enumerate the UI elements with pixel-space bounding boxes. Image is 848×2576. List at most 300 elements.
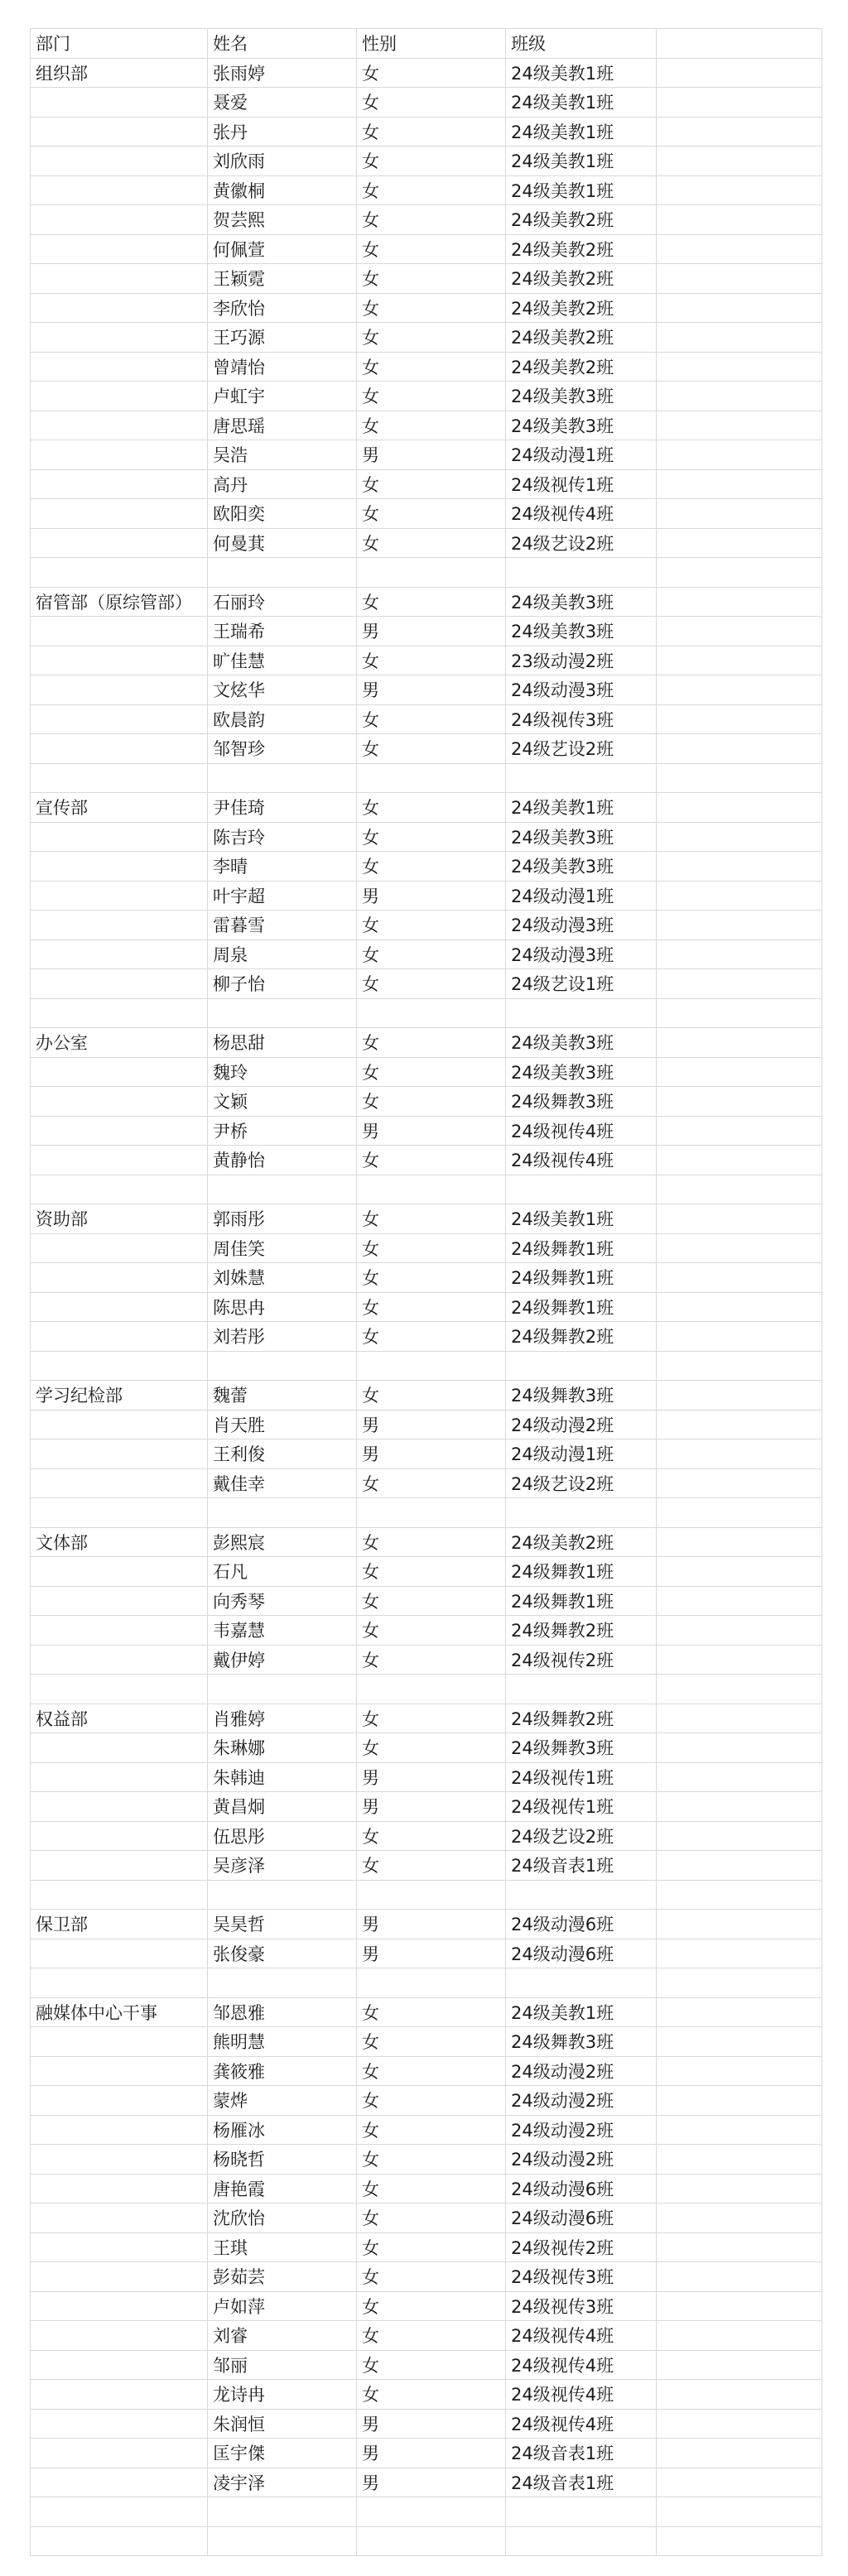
gender-cell[interactable]: 男 [357, 881, 506, 911]
name-cell[interactable]: 卢如萍 [208, 2291, 357, 2321]
class-cell[interactable]: 24级美教3班 [506, 1057, 657, 1087]
class-cell[interactable]: 24级动漫3班 [506, 911, 657, 940]
empty-cell[interactable] [31, 558, 208, 588]
gender-cell[interactable]: 女 [357, 2115, 506, 2145]
class-cell[interactable]: 24级舞教1班 [506, 1557, 657, 1587]
name-cell[interactable]: 尹佳琦 [208, 793, 357, 823]
gender-cell[interactable]: 女 [357, 1733, 506, 1763]
gender-cell[interactable]: 女 [357, 1204, 506, 1234]
dept-cell[interactable]: 宣传部 [31, 793, 208, 823]
empty-cell[interactable] [657, 2380, 822, 2410]
name-cell[interactable]: 王巧源 [208, 323, 357, 353]
gender-cell[interactable]: 男 [357, 1939, 506, 1968]
dept-cell[interactable] [31, 2145, 208, 2175]
class-cell[interactable]: 24级艺设2班 [506, 1468, 657, 1498]
name-cell[interactable]: 李欣怡 [208, 293, 357, 323]
class-cell[interactable]: 24级视传1班 [506, 1792, 657, 1822]
empty-cell[interactable] [657, 382, 822, 411]
empty-cell[interactable] [657, 1028, 822, 1058]
dept-cell[interactable] [31, 969, 208, 999]
empty-cell[interactable] [657, 2145, 822, 2175]
dept-cell[interactable] [31, 2409, 208, 2439]
empty-cell[interactable] [657, 2174, 822, 2204]
empty-cell[interactable] [357, 1880, 506, 1910]
name-cell[interactable]: 戴佳幸 [208, 1468, 357, 1498]
name-cell[interactable]: 陈吉玲 [208, 822, 357, 852]
dept-cell[interactable] [31, 293, 208, 323]
empty-cell[interactable] [657, 998, 822, 1028]
empty-cell[interactable] [657, 1557, 822, 1587]
gender-cell[interactable]: 女 [357, 528, 506, 558]
name-cell[interactable]: 文颖 [208, 1087, 357, 1117]
empty-cell[interactable] [657, 234, 822, 264]
class-cell[interactable]: 24级美教3班 [506, 411, 657, 440]
gender-cell[interactable]: 女 [357, 499, 506, 529]
empty-cell[interactable] [506, 1351, 657, 1381]
class-cell[interactable]: 24级艺设2班 [506, 1821, 657, 1851]
dept-cell[interactable] [31, 940, 208, 969]
name-cell[interactable]: 邹丽 [208, 2350, 357, 2380]
dept-cell[interactable]: 保卫部 [31, 1910, 208, 1939]
dept-cell[interactable] [31, 1586, 208, 1616]
empty-cell[interactable] [657, 1292, 822, 1322]
empty-cell[interactable] [657, 1675, 822, 1704]
empty-cell[interactable] [657, 1175, 822, 1204]
class-cell[interactable]: 24级视传4班 [506, 1146, 657, 1175]
gender-cell[interactable]: 女 [357, 2262, 506, 2292]
empty-cell[interactable] [506, 1675, 657, 1704]
gender-cell[interactable]: 女 [357, 205, 506, 235]
name-cell[interactable]: 周佳笑 [208, 1233, 357, 1263]
dept-cell[interactable] [31, 1292, 208, 1322]
dept-cell[interactable] [31, 1322, 208, 1352]
dept-cell[interactable] [31, 704, 208, 734]
name-cell[interactable]: 杨晓哲 [208, 2145, 357, 2175]
empty-cell[interactable] [657, 969, 822, 999]
name-cell[interactable]: 韦嘉慧 [208, 1616, 357, 1646]
dept-cell[interactable] [31, 352, 208, 382]
gender-cell[interactable]: 女 [357, 1704, 506, 1733]
dept-cell[interactable]: 宿管部（原综管部） [31, 587, 208, 617]
class-cell[interactable]: 24级美教3班 [506, 852, 657, 882]
name-cell[interactable]: 熊明慧 [208, 2027, 357, 2057]
dept-cell[interactable] [31, 1087, 208, 1117]
gender-cell[interactable]: 女 [357, 147, 506, 176]
empty-cell[interactable] [31, 763, 208, 793]
empty-cell[interactable] [657, 1498, 822, 1528]
gender-cell[interactable]: 女 [357, 969, 506, 999]
gender-cell[interactable]: 女 [357, 2145, 506, 2175]
empty-cell[interactable] [31, 1175, 208, 1204]
empty-cell[interactable] [208, 1175, 357, 1204]
dept-cell[interactable] [31, 2291, 208, 2321]
gender-cell[interactable]: 女 [357, 1263, 506, 1293]
class-cell[interactable]: 24级舞教3班 [506, 1381, 657, 1411]
gender-cell[interactable]: 女 [357, 264, 506, 294]
empty-cell[interactable] [357, 1498, 506, 1528]
gender-cell[interactable]: 女 [357, 2086, 506, 2116]
name-cell[interactable]: 郭雨彤 [208, 1204, 357, 1234]
empty-cell[interactable] [657, 1939, 822, 1968]
gender-cell[interactable]: 女 [357, 382, 506, 411]
name-cell[interactable]: 黄徽桐 [208, 175, 357, 205]
dept-cell[interactable] [31, 205, 208, 235]
name-cell[interactable]: 匡宇傑 [208, 2439, 357, 2468]
class-cell[interactable]: 24级动漫6班 [506, 1910, 657, 1939]
class-cell[interactable]: 24级美教2班 [506, 352, 657, 382]
class-cell[interactable]: 24级动漫1班 [506, 1439, 657, 1469]
empty-cell[interactable] [357, 1175, 506, 1204]
empty-cell[interactable] [31, 1968, 208, 1998]
name-cell[interactable]: 黄静怡 [208, 1146, 357, 1175]
dept-cell[interactable] [31, 2380, 208, 2410]
gender-cell[interactable]: 女 [357, 1087, 506, 1117]
dept-cell[interactable] [31, 1116, 208, 1146]
dept-cell[interactable] [31, 1468, 208, 1498]
empty-cell[interactable] [657, 1762, 822, 1792]
gender-cell[interactable]: 女 [357, 2291, 506, 2321]
dept-cell[interactable] [31, 528, 208, 558]
empty-cell[interactable] [208, 558, 357, 588]
empty-cell[interactable] [357, 998, 506, 1028]
dept-cell[interactable] [31, 440, 208, 470]
name-cell[interactable]: 唐思瑶 [208, 411, 357, 440]
empty-cell[interactable] [31, 998, 208, 1028]
empty-cell[interactable] [657, 763, 822, 793]
gender-cell[interactable]: 女 [357, 1057, 506, 1087]
gender-cell[interactable]: 女 [357, 411, 506, 440]
gender-cell[interactable]: 男 [357, 440, 506, 470]
class-cell[interactable]: 24级视传4班 [506, 2409, 657, 2439]
dept-cell[interactable] [31, 264, 208, 294]
empty-cell[interactable] [657, 1968, 822, 1998]
empty-cell[interactable] [657, 352, 822, 382]
empty-cell[interactable] [657, 793, 822, 823]
gender-cell[interactable]: 女 [357, 117, 506, 147]
class-cell[interactable]: 24级视传1班 [506, 1762, 657, 1792]
gender-cell[interactable]: 男 [357, 675, 506, 705]
gender-cell[interactable]: 男 [357, 1116, 506, 1146]
name-cell[interactable]: 尹桥 [208, 1116, 357, 1146]
gender-cell[interactable]: 女 [357, 1821, 506, 1851]
empty-cell[interactable] [657, 1233, 822, 1263]
class-cell[interactable]: 24级音表1班 [506, 2468, 657, 2497]
empty-cell[interactable] [506, 1498, 657, 1528]
empty-cell[interactable] [31, 1675, 208, 1704]
name-cell[interactable]: 向秀琴 [208, 1586, 357, 1616]
empty-cell[interactable] [657, 852, 822, 882]
class-cell[interactable]: 24级音表1班 [506, 2439, 657, 2468]
empty-cell[interactable] [657, 2262, 822, 2292]
class-cell[interactable]: 24级美教3班 [506, 617, 657, 646]
name-cell[interactable]: 邹智珍 [208, 734, 357, 764]
class-cell[interactable]: 24级美教2班 [506, 264, 657, 294]
empty-cell[interactable] [506, 1175, 657, 1204]
dept-cell[interactable] [31, 2321, 208, 2351]
empty-cell[interactable] [657, 1733, 822, 1763]
empty-cell[interactable] [657, 528, 822, 558]
class-cell[interactable]: 24级动漫6班 [506, 2174, 657, 2204]
gender-cell[interactable]: 女 [357, 822, 506, 852]
empty-cell[interactable] [506, 1880, 657, 1910]
empty-cell[interactable] [657, 440, 822, 470]
dept-cell[interactable] [31, 175, 208, 205]
class-cell[interactable]: 24级美教2班 [506, 1527, 657, 1557]
gender-cell[interactable]: 女 [357, 587, 506, 617]
empty-cell[interactable] [657, 1322, 822, 1352]
name-cell[interactable]: 高丹 [208, 469, 357, 499]
class-cell[interactable]: 24级艺设2班 [506, 734, 657, 764]
name-cell[interactable]: 王利俊 [208, 1439, 357, 1469]
gender-cell[interactable]: 女 [357, 58, 506, 88]
name-cell[interactable]: 王颖霓 [208, 264, 357, 294]
empty-cell[interactable] [657, 2350, 822, 2380]
gender-cell[interactable]: 男 [357, 2409, 506, 2439]
class-cell[interactable]: 24级舞教1班 [506, 1586, 657, 1616]
dept-cell[interactable]: 权益部 [31, 1704, 208, 1733]
name-cell[interactable]: 唐艳霞 [208, 2174, 357, 2204]
empty-cell[interactable] [357, 2526, 506, 2556]
name-cell[interactable]: 何佩萱 [208, 234, 357, 264]
gender-cell[interactable]: 女 [357, 1527, 506, 1557]
empty-cell[interactable] [506, 998, 657, 1028]
dept-cell[interactable] [31, 1851, 208, 1881]
empty-cell[interactable] [208, 2526, 357, 2556]
gender-cell[interactable]: 女 [357, 1233, 506, 1263]
class-cell[interactable]: 24级美教1班 [506, 117, 657, 147]
gender-cell[interactable]: 女 [357, 793, 506, 823]
class-cell[interactable]: 24级美教3班 [506, 822, 657, 852]
gender-cell[interactable]: 女 [357, 234, 506, 264]
class-cell[interactable]: 24级美教3班 [506, 587, 657, 617]
name-cell[interactable]: 张俊豪 [208, 1939, 357, 1968]
class-cell[interactable]: 24级视传1班 [506, 469, 657, 499]
empty-cell[interactable] [657, 734, 822, 764]
name-cell[interactable]: 雷暮雪 [208, 911, 357, 940]
gender-cell[interactable]: 女 [357, 88, 506, 118]
class-cell[interactable]: 24级舞教3班 [506, 2027, 657, 2057]
empty-cell[interactable] [657, 411, 822, 440]
gender-cell[interactable]: 女 [357, 2321, 506, 2351]
gender-cell[interactable]: 女 [357, 1557, 506, 1587]
dept-cell[interactable]: 组织部 [31, 58, 208, 88]
empty-cell[interactable] [506, 763, 657, 793]
class-cell[interactable]: 24级视传4班 [506, 2380, 657, 2410]
name-cell[interactable]: 石丽玲 [208, 587, 357, 617]
empty-cell[interactable] [657, 2409, 822, 2439]
gender-cell[interactable]: 女 [357, 352, 506, 382]
empty-cell[interactable] [657, 88, 822, 118]
dept-cell[interactable] [31, 1762, 208, 1792]
empty-cell[interactable] [657, 1851, 822, 1881]
empty-cell[interactable] [357, 1675, 506, 1704]
dept-cell[interactable] [31, 852, 208, 882]
dept-cell[interactable] [31, 469, 208, 499]
class-cell[interactable]: 24级视传3班 [506, 2262, 657, 2292]
name-cell[interactable]: 柳子怡 [208, 969, 357, 999]
class-cell[interactable]: 24级动漫2班 [506, 2056, 657, 2086]
name-cell[interactable]: 杨雁冰 [208, 2115, 357, 2145]
dept-cell[interactable] [31, 1057, 208, 1087]
dept-cell[interactable] [31, 323, 208, 353]
empty-cell[interactable] [31, 1880, 208, 1910]
gender-cell[interactable]: 女 [357, 852, 506, 882]
dept-cell[interactable] [31, 1645, 208, 1675]
gender-cell[interactable]: 女 [357, 1616, 506, 1646]
empty-cell[interactable] [657, 2526, 822, 2556]
dept-cell[interactable] [31, 117, 208, 147]
empty-cell[interactable] [657, 2321, 822, 2351]
empty-cell[interactable] [506, 2497, 657, 2527]
empty-cell[interactable] [657, 323, 822, 353]
empty-cell[interactable] [208, 1880, 357, 1910]
gender-cell[interactable]: 女 [357, 2204, 506, 2233]
empty-cell[interactable] [657, 1468, 822, 1498]
dept-cell[interactable] [31, 1410, 208, 1439]
empty-cell[interactable] [657, 175, 822, 205]
class-cell[interactable]: 24级美教1班 [506, 1997, 657, 2027]
dept-cell[interactable] [31, 2350, 208, 2380]
dept-cell[interactable] [31, 617, 208, 646]
empty-cell[interactable] [657, 1792, 822, 1822]
empty-cell[interactable] [657, 1146, 822, 1175]
dept-cell[interactable] [31, 1821, 208, 1851]
name-cell[interactable]: 魏玲 [208, 1057, 357, 1087]
header-dept[interactable]: 部门 [31, 29, 208, 59]
dept-cell[interactable] [31, 2056, 208, 2086]
gender-cell[interactable]: 女 [357, 1997, 506, 2027]
name-cell[interactable]: 肖雅婷 [208, 1704, 357, 1733]
class-cell[interactable]: 24级美教1班 [506, 175, 657, 205]
gender-cell[interactable]: 男 [357, 1792, 506, 1822]
class-cell[interactable]: 24级艺设1班 [506, 969, 657, 999]
class-cell[interactable]: 24级舞教1班 [506, 1233, 657, 1263]
class-cell[interactable]: 24级动漫2班 [506, 1410, 657, 1439]
empty-cell[interactable] [657, 1351, 822, 1381]
class-cell[interactable]: 24级视传3班 [506, 704, 657, 734]
gender-cell[interactable]: 女 [357, 2174, 506, 2204]
gender-cell[interactable]: 女 [357, 175, 506, 205]
gender-cell[interactable]: 女 [357, 734, 506, 764]
dept-cell[interactable]: 融媒体中心干事 [31, 1997, 208, 2027]
class-cell[interactable]: 24级动漫1班 [506, 881, 657, 911]
name-cell[interactable]: 伍思彤 [208, 1821, 357, 1851]
class-cell[interactable]: 24级舞教1班 [506, 1292, 657, 1322]
class-cell[interactable]: 24级舞教2班 [506, 1704, 657, 1733]
gender-cell[interactable]: 男 [357, 1410, 506, 1439]
dept-cell[interactable] [31, 2027, 208, 2057]
gender-cell[interactable]: 男 [357, 1910, 506, 1939]
empty-cell[interactable] [208, 1351, 357, 1381]
empty-cell[interactable] [31, 2497, 208, 2527]
dept-cell[interactable] [31, 1939, 208, 1968]
dept-cell[interactable] [31, 2468, 208, 2497]
dept-cell[interactable] [31, 234, 208, 264]
class-cell[interactable]: 24级美教1班 [506, 793, 657, 823]
dept-cell[interactable] [31, 1233, 208, 1263]
name-cell[interactable]: 吴彦泽 [208, 1851, 357, 1881]
dept-cell[interactable] [31, 2174, 208, 2204]
name-cell[interactable]: 朱韩迪 [208, 1762, 357, 1792]
class-cell[interactable]: 24级视传4班 [506, 2350, 657, 2380]
empty-cell[interactable] [208, 2497, 357, 2527]
dept-cell[interactable] [31, 1792, 208, 1822]
empty-cell[interactable] [657, 2086, 822, 2116]
dept-cell[interactable] [31, 881, 208, 911]
name-cell[interactable]: 蒙烨 [208, 2086, 357, 2116]
dept-cell[interactable] [31, 2439, 208, 2468]
gender-cell[interactable]: 女 [357, 1645, 506, 1675]
gender-cell[interactable]: 女 [357, 1146, 506, 1175]
name-cell[interactable]: 邹恩雅 [208, 1997, 357, 2027]
name-cell[interactable]: 刘欣雨 [208, 147, 357, 176]
name-cell[interactable]: 文炫华 [208, 675, 357, 705]
empty-cell[interactable] [208, 763, 357, 793]
class-cell[interactable]: 24级美教1班 [506, 58, 657, 88]
class-cell[interactable]: 23级动漫2班 [506, 646, 657, 675]
empty-cell[interactable] [31, 1498, 208, 1528]
name-cell[interactable]: 黄昌炯 [208, 1792, 357, 1822]
dept-cell[interactable] [31, 1616, 208, 1646]
name-cell[interactable]: 贺芸熙 [208, 205, 357, 235]
class-cell[interactable]: 24级动漫3班 [506, 940, 657, 969]
empty-cell[interactable] [31, 2526, 208, 2556]
gender-cell[interactable]: 女 [357, 2350, 506, 2380]
empty-cell[interactable] [657, 1204, 822, 1234]
name-cell[interactable]: 杨思甜 [208, 1028, 357, 1058]
dept-cell[interactable] [31, 1733, 208, 1763]
gender-cell[interactable]: 女 [357, 940, 506, 969]
class-cell[interactable]: 24级舞教3班 [506, 1733, 657, 1763]
empty-cell[interactable] [357, 763, 506, 793]
gender-cell[interactable]: 女 [357, 1851, 506, 1881]
gender-cell[interactable]: 女 [357, 704, 506, 734]
dept-cell[interactable] [31, 2086, 208, 2116]
name-cell[interactable]: 戴伊婷 [208, 1645, 357, 1675]
dept-cell[interactable] [31, 2115, 208, 2145]
empty-cell[interactable] [657, 2232, 822, 2262]
empty-cell[interactable] [208, 1498, 357, 1528]
empty-cell[interactable] [657, 617, 822, 646]
empty-cell[interactable] [657, 1439, 822, 1469]
class-cell[interactable]: 24级舞教2班 [506, 1322, 657, 1352]
name-cell[interactable]: 刘睿 [208, 2321, 357, 2351]
dept-cell[interactable] [31, 499, 208, 529]
gender-cell[interactable]: 女 [357, 1381, 506, 1411]
empty-cell[interactable] [657, 1116, 822, 1146]
name-cell[interactable]: 聂爱 [208, 88, 357, 118]
name-cell[interactable]: 朱琳娜 [208, 1733, 357, 1763]
empty-cell[interactable] [506, 1968, 657, 1998]
empty-cell[interactable] [657, 1381, 822, 1411]
gender-cell[interactable]: 女 [357, 1586, 506, 1616]
class-cell[interactable]: 24级美教2班 [506, 293, 657, 323]
empty-cell[interactable] [657, 2291, 822, 2321]
name-cell[interactable]: 龙诗冉 [208, 2380, 357, 2410]
class-cell[interactable]: 24级视传4班 [506, 1116, 657, 1146]
class-cell[interactable]: 24级视传4班 [506, 499, 657, 529]
empty-cell[interactable] [657, 2468, 822, 2497]
dept-cell[interactable] [31, 2232, 208, 2262]
name-cell[interactable]: 叶宇超 [208, 881, 357, 911]
name-cell[interactable]: 欧晨韵 [208, 704, 357, 734]
name-cell[interactable]: 凌宇泽 [208, 2468, 357, 2497]
empty-cell[interactable] [208, 1968, 357, 1998]
dept-cell[interactable] [31, 1557, 208, 1587]
gender-cell[interactable]: 女 [357, 323, 506, 353]
dept-cell[interactable] [31, 2262, 208, 2292]
empty-cell[interactable] [657, 1586, 822, 1616]
